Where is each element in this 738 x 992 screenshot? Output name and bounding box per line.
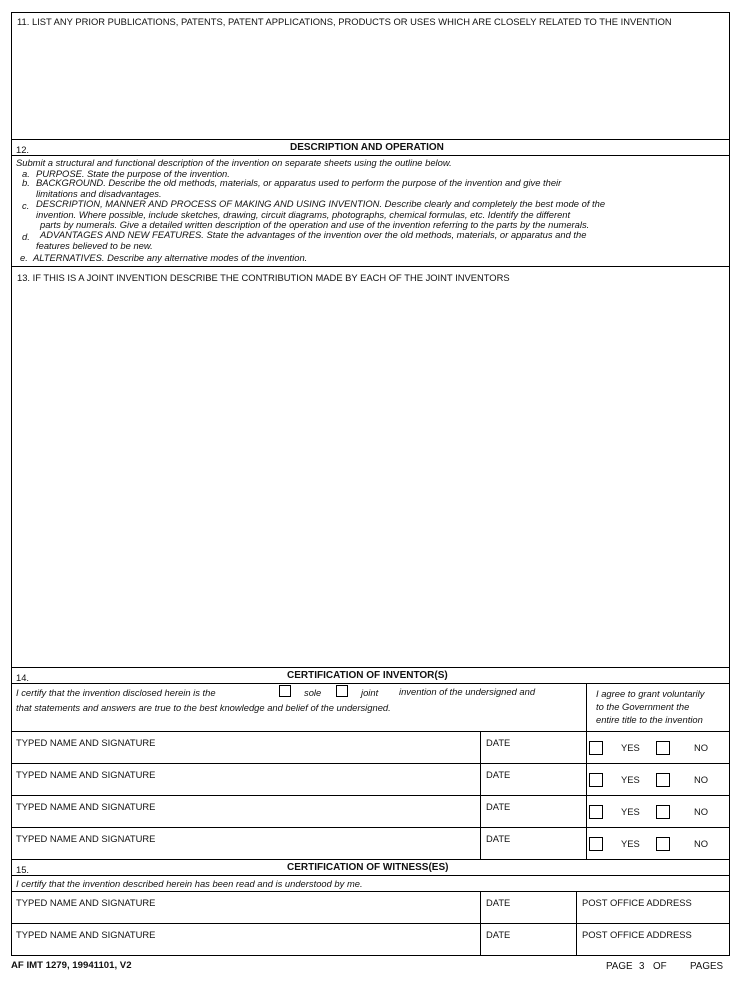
section-13-label: 13. IF THIS IS A JOINT INVENTION DESCRIBE THE CONTRIBUTION MADE BY EACH OF THE JOINT INVENTORS [17, 272, 510, 283]
inventor-4-yes-checkbox[interactable] [589, 837, 603, 851]
divider [11, 923, 730, 924]
date-label: DATE [486, 929, 511, 940]
total-pages-field[interactable] [670, 959, 686, 972]
section-14-title: CERTIFICATION OF INVENTOR(S) [287, 670, 448, 681]
witness-2-date-field[interactable] [482, 940, 574, 954]
divider [11, 155, 730, 156]
item-letter: d. [22, 231, 30, 242]
item-background: BACKGROUND. Describe the old methods, materials, or apparatus used to perform the purpose of the invention and give their [36, 177, 562, 188]
no-label: NO [694, 838, 709, 849]
page-label: PAGE [606, 961, 633, 972]
date-label: DATE [486, 897, 511, 908]
sole-checkbox[interactable] [279, 685, 291, 697]
item-purpose: PURPOSE. State the purpose of the invention. [36, 168, 230, 179]
address-label: POST OFFICE ADDRESS [582, 929, 692, 940]
section-13-field[interactable] [12, 285, 729, 665]
date-label: DATE [486, 801, 511, 812]
pages-label: PAGES [690, 961, 724, 972]
witness-cert-text: I certify that the invention described herein has been read and is understood by me. [16, 878, 363, 889]
divider [11, 139, 730, 140]
sole-label: sole [304, 687, 322, 698]
item-advantages-cont: features believed to be new. [36, 240, 153, 251]
item-description-cont2: parts by numerals. Give a detailed written description of the operation and use of the invention referring to the parts by the numerals. [40, 219, 590, 230]
inventor-4-name-field[interactable] [12, 844, 478, 858]
divider [11, 795, 730, 796]
inventor-3-name-field[interactable] [12, 812, 478, 826]
witness-2-name-field[interactable] [12, 940, 478, 954]
yes-label: YES [621, 774, 640, 785]
divider [11, 667, 730, 668]
divider [11, 683, 730, 684]
inventor-1-yes-checkbox[interactable] [589, 741, 603, 755]
cert-text-1b: invention of the undersigned and [399, 686, 536, 697]
item-advantages: ADVANTAGES AND NEW FEATURES. State the advantages of the invention over the old methods, materials, or apparatus and the [40, 229, 587, 240]
date-label: DATE [486, 737, 511, 748]
name-signature-label: TYPED NAME AND SIGNATURE [16, 897, 156, 908]
page-number: 3 [639, 961, 645, 972]
inventor-3-date-field[interactable] [482, 812, 584, 826]
divider [11, 891, 730, 892]
name-signature-label: TYPED NAME AND SIGNATURE [16, 737, 156, 748]
section-15-title: CERTIFICATION OF WITNESS(ES) [287, 862, 449, 873]
inventor-2-name-field[interactable] [12, 780, 478, 794]
divider [11, 731, 730, 732]
no-label: NO [694, 806, 709, 817]
date-label: DATE [486, 833, 511, 844]
item-description-cont: invention. Where possible, include sketches, drawing, circuit diagrams, photographs, chemical formulas, etc. Identify the different [36, 209, 571, 220]
inventor-2-date-field[interactable] [482, 780, 584, 794]
item-alternatives: ALTERNATIVES. Describe any alternative modes of the invention. [33, 252, 308, 263]
inventor-2-yes-checkbox[interactable] [589, 773, 603, 787]
item-letter: e. [20, 252, 28, 263]
divider [11, 266, 730, 267]
section-12-intro: Submit a structural and functional description of the invention on separate sheets using the outline below. [16, 157, 452, 168]
section-12-number: 12. [16, 144, 30, 155]
inventor-4-no-checkbox[interactable] [656, 837, 670, 851]
section-11-field[interactable] [12, 30, 729, 138]
name-signature-label: TYPED NAME AND SIGNATURE [16, 801, 156, 812]
divider [11, 763, 586, 764]
witness-1-address-field[interactable] [578, 908, 728, 922]
item-letter: c. [22, 200, 30, 211]
joint-label: joint [361, 687, 379, 698]
agree-text-2: to the Government the [596, 701, 690, 712]
cert-text-1: I certify that the invention disclosed herein is the [16, 687, 216, 698]
date-label: DATE [486, 769, 511, 780]
item-letter: a. [22, 168, 30, 179]
inventor-3-no-checkbox[interactable] [656, 805, 670, 819]
yes-label: YES [621, 742, 640, 753]
cert-text-2: that statements and answers are true to the best knowledge and belief of the undersigned. [16, 702, 391, 713]
name-signature-label: TYPED NAME AND SIGNATURE [16, 929, 156, 940]
item-letter: b. [22, 177, 30, 188]
name-signature-label: TYPED NAME AND SIGNATURE [16, 769, 156, 780]
item-background-cont: limitations and disadvantages. [36, 188, 162, 199]
section-12-title: DESCRIPTION AND OPERATION [290, 142, 444, 153]
address-label: POST OFFICE ADDRESS [582, 897, 692, 908]
form-id: AF IMT 1279, 19941101, V2 [11, 960, 132, 971]
no-label: NO [694, 742, 709, 753]
inventor-1-date-field[interactable] [482, 748, 584, 762]
inventor-3-yes-checkbox[interactable] [589, 805, 603, 819]
section-15-number: 15. [16, 864, 30, 875]
name-signature-label: TYPED NAME AND SIGNATURE [16, 833, 156, 844]
joint-checkbox[interactable] [336, 685, 348, 697]
divider [586, 763, 730, 764]
section-14-number: 14. [16, 672, 30, 683]
divider [11, 859, 730, 860]
section-11-label: 11. LIST ANY PRIOR PUBLICATIONS, PATENTS, PATENT APPLICATIONS, PRODUCTS OR USES WHICH ARE CLOSELY RELATED TO THE INVENTION [17, 16, 672, 27]
inventor-2-no-checkbox[interactable] [656, 773, 670, 787]
item-description: DESCRIPTION, MANNER AND PROCESS OF MAKING AND USING INVENTION. Describe clearly and completely the best mode of the [36, 198, 606, 209]
agree-text-3: entire title to the invention [596, 714, 703, 725]
witness-1-name-field[interactable] [12, 908, 478, 922]
yes-label: YES [621, 838, 640, 849]
agree-text-1: I agree to grant voluntarily [596, 688, 705, 699]
inventor-4-date-field[interactable] [482, 844, 584, 858]
inventor-1-name-field[interactable] [12, 748, 478, 762]
divider [586, 683, 587, 860]
divider [11, 875, 730, 876]
no-label: NO [694, 774, 709, 785]
divider [11, 827, 730, 828]
witness-1-date-field[interactable] [482, 908, 574, 922]
of-label: OF [653, 961, 667, 972]
inventor-1-no-checkbox[interactable] [656, 741, 670, 755]
witness-2-address-field[interactable] [578, 940, 728, 954]
yes-label: YES [621, 806, 640, 817]
